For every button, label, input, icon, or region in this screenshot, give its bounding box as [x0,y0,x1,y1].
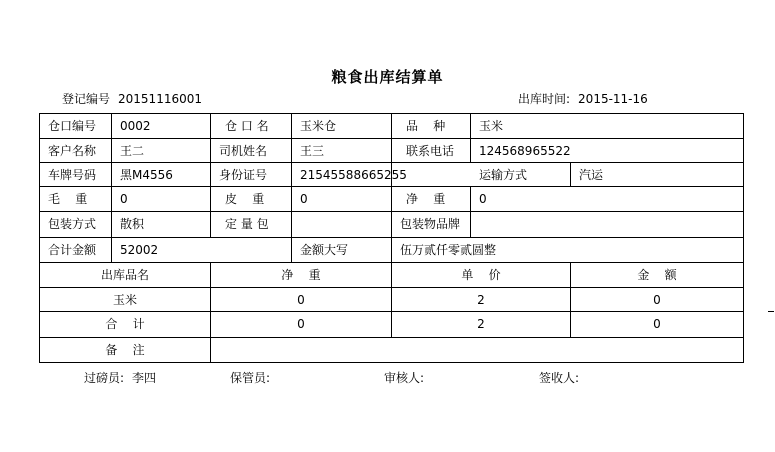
time-value: 2015-11-16 [578,92,648,106]
package-brand-value [471,212,743,237]
gross-weight-value: 0 [120,192,128,206]
table-border-right [743,113,744,363]
customer-name-label: 客户名称 [48,144,97,158]
tare-weight-label: 皮 重 [225,192,265,206]
weigher-signature [84,369,156,386]
receiver-label: 签收人: [539,371,580,385]
tare-weight-value: 0 [300,192,308,206]
total-amount-label: 合计金额 [48,243,97,257]
warehouse-name-label: 仓 口 名 [225,119,269,133]
packaging-method-label: 包装方式 [48,217,97,231]
amount-in-words-value: 伍万贰仟零贰圆整 [400,243,497,257]
driver-name-value: 王三 [300,144,325,158]
remark-value [211,338,743,362]
col-header-unit-price: 单 价 [461,268,501,282]
phone-value: 124568965522 [479,144,571,158]
phone-label: 联系电话 [406,144,455,158]
net-weight-label: 净 重 [406,192,446,206]
registration-number [62,90,202,107]
plate-number-value: 黑M4556 [120,168,173,182]
item-amount: 0 [653,293,661,307]
warehouse-code-value: 0002 [120,119,151,133]
item-net-weight: 0 [297,293,305,307]
weigher-label: 过磅员: [84,371,125,385]
id-number-label: 身份证号 [219,168,268,182]
variety-label: 品 种 [406,119,446,133]
keeper-label: 保管员: [230,371,271,385]
transport-mode-value: 汽运 [579,168,604,182]
fixed-package-value [292,212,391,237]
driver-name-label: 司机姓名 [219,144,268,158]
packaging-method-value: 散积 [120,217,145,231]
reviewer-label: 审核人: [384,371,425,385]
fixed-package-label: 定 量 包 [225,217,269,231]
net-weight-value: 0 [479,192,487,206]
time-label: 出库时间: [518,92,571,106]
customer-name-value: 王二 [120,144,145,158]
gross-weight-label: 毛 重 [48,192,88,206]
row-divider-tick [768,311,774,312]
sum-net-weight: 0 [297,317,305,331]
package-brand-label: 包装物品牌 [400,217,461,231]
sum-amount: 0 [653,317,661,331]
amount-in-words-label: 金额大写 [300,243,349,257]
warehouse-name-value: 玉米仓 [300,119,337,133]
col-header-product: 出库品名 [100,268,149,282]
sum-unit-price: 2 [477,317,485,331]
warehouse-code-label: 仓口编号 [48,119,97,133]
col-header-net-weight: 净 重 [281,268,321,282]
item-unit-price: 2 [477,293,485,307]
reg-no-label: 登记编号 [62,92,111,106]
remark-label: 备 注 [105,343,145,357]
transport-mode-label: 运输方式 [479,168,528,182]
id-number-value: 21545588665255 [300,168,407,182]
outbound-time [518,90,648,107]
sum-label: 合 计 [105,317,145,331]
total-amount-value: 52002 [120,243,159,257]
reg-no-value: 20151116001 [118,92,202,106]
form-title: 粮食出库结算单 [331,68,444,86]
item-product-name: 玉米 [112,293,137,307]
col-header-amount: 金 额 [637,268,677,282]
plate-number-label: 车牌号码 [48,168,97,182]
weigher-value: 李四 [132,371,157,385]
table-border-bottom [39,362,744,363]
variety-value: 玉米 [479,119,504,133]
